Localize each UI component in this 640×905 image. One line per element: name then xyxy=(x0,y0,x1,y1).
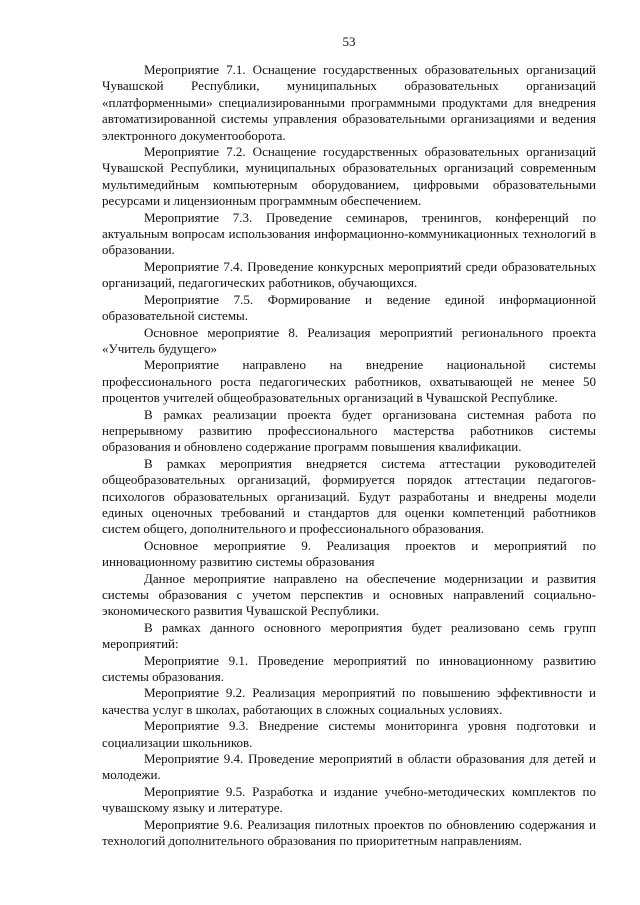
paragraph: Мероприятие 9.6. Реализация пилотных проектов по обновлению содержания и технологий дополнительного образования по приоритетным направлениям. xyxy=(102,816,596,849)
paragraph: Мероприятие 7.3. Проведение семинаров, тренингов, конференций по актуальным вопросам использования информационно-коммуникационных технологий в образовании. xyxy=(102,209,596,258)
paragraph: Основное мероприятие 9. Реализация проектов и мероприятий по инновационному развитию системы образования xyxy=(102,537,596,570)
document-body xyxy=(102,62,596,850)
paragraph: Мероприятие 9.3. Внедрение системы мониторинга уровня подготовки и социализации школьников. xyxy=(102,718,596,750)
paragraph: Мероприятие 9.5. Разработка и издание учебно-методических комплектов по чувашскому языку и литературе. xyxy=(102,783,596,816)
paragraph: В рамках данного основного мероприятия будет реализовано семь групп мероприятий: xyxy=(102,619,596,652)
paragraph: Мероприятие 7.5. Формирование и ведение единой информационной образовательной системы. xyxy=(102,291,596,324)
paragraph: Мероприятие 9.4. Проведение мероприятий в области образования для детей и молодежи. xyxy=(102,751,596,783)
paragraph: Основное мероприятие 8. Реализация мероприятий регионального проекта «Учитель будущего» xyxy=(102,324,596,356)
paragraph: Мероприятие 7.1. Оснащение государственных образовательных организаций Чувашской Республики, муниципальных образовательных организаций «платформенными» специализированными программными продуктами для внедрения автоматизированной системы управления образовательными организациями и ведения электронного документооборота. xyxy=(102,62,596,143)
paragraph: Мероприятие 7.2. Оснащение государственных образовательных организаций Чувашской Республики, муниципальных образовательных организаций современным мультимедийным компьютерным оборудованием, цифровыми образовательными ресурсами и лицензионным программным обеспечением. xyxy=(102,144,596,209)
paragraph: В рамках мероприятия внедряется система аттестации руководителей общеобразовательных организаций, формируется порядок аттестации педагогов-психологов образовательных организаций. Будут разработаны и внедрены модели единых оценочных требований и стандартов для оценки компетенций работников систем общего, дополнительного и профессионального образования. xyxy=(102,455,596,537)
paragraph: В рамках реализации проекта будет организована системная работа по непрерывному развитию профессионального мастерства работников системы образования и обновлено содержание программ повышения квалификации. xyxy=(102,406,596,455)
paragraph: Мероприятие 9.1. Проведение мероприятий по инновационному развитию системы образования. xyxy=(102,652,596,685)
paragraph: Мероприятие направлено на внедрение национальной системы профессионального роста педагогических работников, охватывающей не менее 50 процентов учителей общеобразовательных организаций в Чувашской Республике. xyxy=(102,357,596,406)
paragraph: Мероприятие 9.2. Реализация мероприятий по повышению эффективности и качества услуг в школах, работающих в сложных социальных условиях. xyxy=(102,685,596,717)
paragraph: Мероприятие 7.4. Проведение конкурсных мероприятий среди образовательных организаций, педагогических работников, обучающихся. xyxy=(102,258,596,291)
page-number: 53 xyxy=(342,34,356,49)
paragraph: Данное мероприятие направлено на обеспечение модернизации и развития системы образования с учетом перспектив и основных направлений социально-экономического развития Чувашской Республики. xyxy=(102,570,596,619)
